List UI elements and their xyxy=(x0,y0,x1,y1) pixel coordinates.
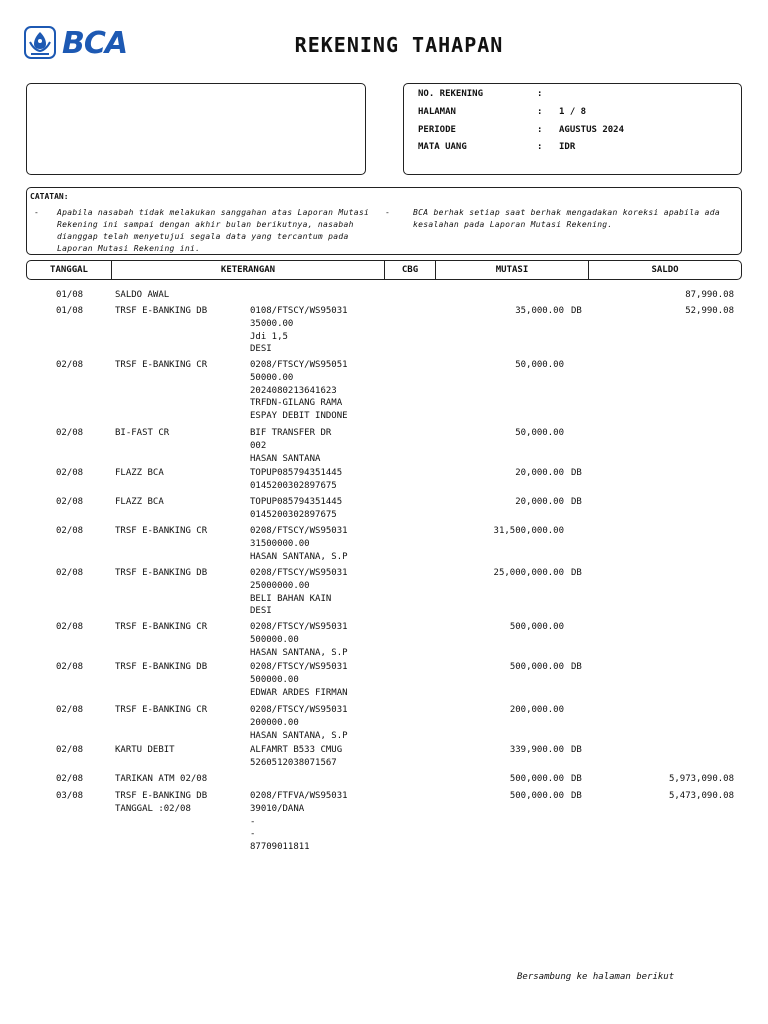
row-detail: TOPUP085794351445 0145200302897675 xyxy=(250,497,343,520)
row-description: TRSF E-BANKING CR xyxy=(115,622,208,632)
row-date: 02/08 xyxy=(56,526,84,536)
row-amount: 500,000.00 xyxy=(509,622,564,632)
row-amount: 50,000.00 xyxy=(515,360,564,370)
row-balance: 5,473,090.08 xyxy=(668,791,734,801)
row-date: 02/08 xyxy=(56,568,84,578)
account-holder-box xyxy=(26,83,366,175)
note-item: BCA berhak setiap saat berhak mengadakan koreksi apabila ada kesalahan pada Laporan Mutasi Rekening. xyxy=(413,208,720,229)
row-detail: BIF TRANSFER DR 002 HASAN SANTANA xyxy=(250,428,332,464)
row-amount: 35,000.00 xyxy=(515,306,564,316)
notes-title: CATATAN: xyxy=(30,192,69,201)
info-row-account-number: NO. REKENING : xyxy=(418,89,543,99)
row-amount: 31,500,000.00 xyxy=(493,526,564,536)
note-bullet: - xyxy=(385,208,390,217)
row-description: SALDO AWAL xyxy=(115,290,170,300)
row-amount: 25,000,000.00 xyxy=(493,568,564,578)
row-type: DB xyxy=(571,497,582,507)
row-description: BI-FAST CR xyxy=(115,428,170,438)
row-date: 02/08 xyxy=(56,622,84,632)
row-description: KARTU DEBIT xyxy=(115,745,175,755)
info-value: IDR xyxy=(559,142,576,152)
row-description: TARIKAN ATM 02/08 xyxy=(115,774,208,784)
column-header-mutasi: MUTASI xyxy=(435,260,589,280)
notes-box xyxy=(26,187,742,255)
row-description: TRSF E-BANKING CR xyxy=(115,705,208,715)
row-date: 02/08 xyxy=(56,774,84,784)
column-header-saldo: SALDO xyxy=(588,260,742,280)
row-description: FLAZZ BCA xyxy=(115,468,164,478)
note-bullet: - xyxy=(34,208,39,217)
row-type: DB xyxy=(571,745,582,755)
page-title: REKENING TAHAPAN xyxy=(294,33,504,57)
row-date: 03/08 xyxy=(56,791,84,801)
row-detail: 0208/FTSCY/WS95031 500000.00 EDWAR ARDES FIRMAN xyxy=(250,662,348,698)
row-detail: 0208/FTSCY/WS95031 200000.00 HASAN SANTANA, S.P xyxy=(250,705,348,741)
row-balance: 52,990.08 xyxy=(685,306,734,316)
info-value: 1 / 8 xyxy=(559,107,587,117)
row-description: TRSF E-BANKING CR xyxy=(115,360,208,370)
info-row-currency: MATA UANG : IDR xyxy=(418,142,576,152)
account-info-box xyxy=(403,83,742,175)
info-value: AGUSTUS 2024 xyxy=(559,125,625,135)
row-type: DB xyxy=(571,662,582,672)
row-description: TRSF E-BANKING DB xyxy=(115,662,208,672)
note-item: Apabila nasabah tidak melakukan sanggahan atas Laporan Mutasi Rekening ini sampai dengan akhir bulan berikutnya, nasabah dianggap telah menyetujui segala data yang tercantum pada Laporan Mutasi Rekening ini. xyxy=(57,208,370,253)
row-date: 01/08 xyxy=(56,306,84,316)
info-label: HALAMAN xyxy=(418,107,456,117)
row-date: 02/08 xyxy=(56,705,84,715)
info-row-page: HALAMAN : 1 / 8 xyxy=(418,107,587,117)
row-amount: 20,000.00 xyxy=(515,468,564,478)
row-amount: 500,000.00 xyxy=(509,774,564,784)
row-date: 02/08 xyxy=(56,745,84,755)
info-label: NO. REKENING xyxy=(418,89,484,99)
row-amount: 500,000.00 xyxy=(509,662,564,672)
row-amount: 50,000.00 xyxy=(515,428,564,438)
row-date: 02/08 xyxy=(56,468,84,478)
row-amount: 20,000.00 xyxy=(515,497,564,507)
info-label: MATA UANG xyxy=(418,142,467,152)
info-label: PERIODE xyxy=(418,125,456,135)
row-date: 02/08 xyxy=(56,662,84,672)
row-date: 01/08 xyxy=(56,290,84,300)
column-header-keterangan: KETERANGAN xyxy=(111,260,385,280)
row-description: TRSF E-BANKING DB xyxy=(115,306,208,316)
row-amount: 200,000.00 xyxy=(509,705,564,715)
row-detail: 0208/FTSCY/WS95031 25000000.00 BELI BAHAN KAIN DESI xyxy=(250,568,348,617)
row-type: DB xyxy=(571,791,582,801)
row-type: DB xyxy=(571,468,582,478)
row-balance: 87,990.08 xyxy=(685,290,734,300)
row-detail: 0208/FTFVA/WS95031 39010/DANA - - 87709011811 xyxy=(250,791,348,853)
row-detail: 0208/FTSCY/WS95051 50000.00 2024080213641623 TRFDN-GILANG RAMA ESPAY DEBIT INDONE xyxy=(250,360,348,422)
info-row-period: PERIODE : AGUSTUS 2024 xyxy=(418,125,625,135)
row-detail: ALFAMRT B533 CMUG 5260512038071567 xyxy=(250,745,343,768)
row-description: TRSF E-BANKING DB xyxy=(115,568,208,578)
column-header-tanggal: TANGGAL xyxy=(26,260,112,280)
row-detail: 0108/FTSCY/WS95031 35000.00 Jdi 1,5 DESI xyxy=(250,306,348,355)
row-type: DB xyxy=(571,568,582,578)
row-detail: 0208/FTSCY/WS95031 31500000.00 HASAN SANTANA, S.P xyxy=(250,526,348,562)
row-type: DB xyxy=(571,774,582,784)
row-description: FLAZZ BCA xyxy=(115,497,164,507)
continued-footer: Bersambung ke halaman berikut xyxy=(517,972,675,982)
row-date: 02/08 xyxy=(56,428,84,438)
row-description: TRSF E-BANKING CR xyxy=(115,526,208,536)
row-date: 02/08 xyxy=(56,360,84,370)
row-date: 02/08 xyxy=(56,497,84,507)
row-balance: 5,973,090.08 xyxy=(668,774,734,784)
row-detail: TOPUP085794351445 0145200302897675 xyxy=(250,468,343,491)
row-detail: 0208/FTSCY/WS95031 500000.00 HASAN SANTANA, S.P xyxy=(250,622,348,658)
row-amount: 500,000.00 xyxy=(509,791,564,801)
column-header-cbg: CBG xyxy=(384,260,436,280)
row-amount: 339,900.00 xyxy=(509,745,564,755)
row-type: DB xyxy=(571,306,582,316)
row-description: TRSF E-BANKING DB TANGGAL :02/08 xyxy=(115,791,208,814)
bca-logo-text: BCA xyxy=(62,26,128,61)
